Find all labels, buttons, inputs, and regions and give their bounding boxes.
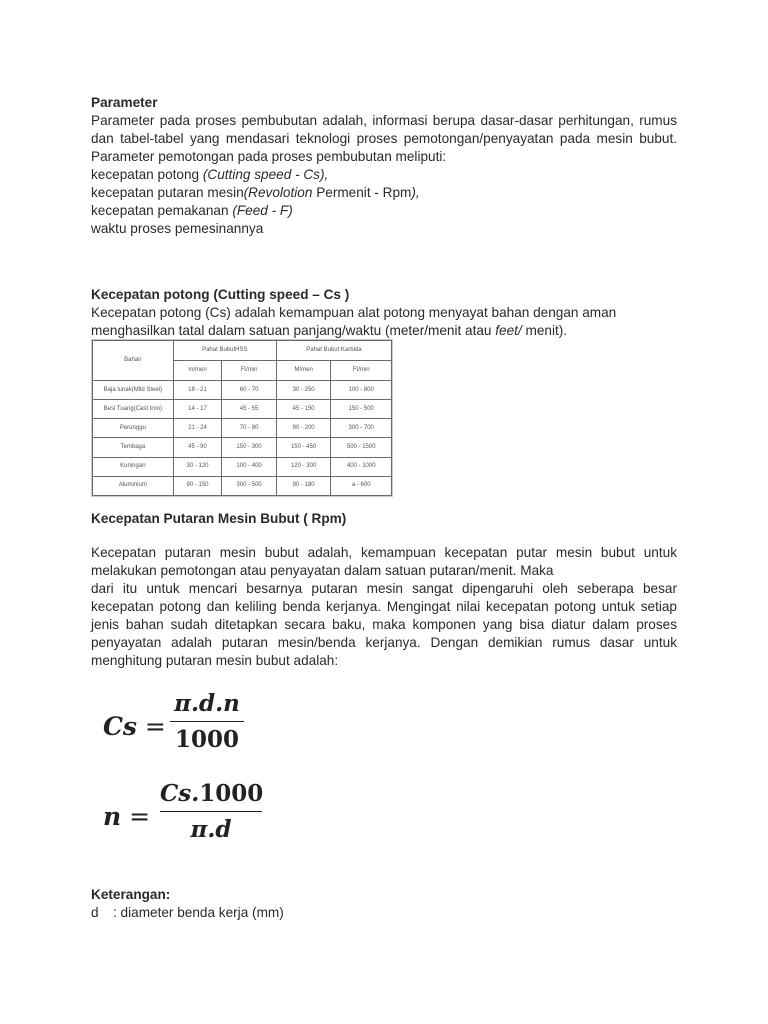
table-subheader: M/men: [276, 361, 331, 381]
cutting-speed-table-image: [91, 339, 393, 497]
formula-cs-denominator: 1000: [174, 726, 239, 753]
list-item-rpm: kecepatan putaran mesin(Revolotion Permenit - Rpm),: [91, 185, 420, 200]
table-subheader: m/men: [173, 361, 222, 381]
table-header-carbide: Pahat Bubut Karbida: [276, 341, 391, 361]
cutting-speed-line-2: menghasilkan tatal dalam satuan panjang/waktu (meter/menit atau feet/ menit).: [91, 323, 568, 338]
paragraph-rpm-2: dari itu untuk mencari besarnya putaran mesin sangat dipengaruhi oleh seberapa besar kecepatan potong dan keliling benda kerjanya. Mengingat nilai kecepatan potong untuk setiap jenis bahan sudah ditetapkan secara baku, maka komponen yang bisa diatur dalam proses penyayatan adalah putaran mesin/benda kerjanya. Dengan demikian rumus dasar untuk menghitung putaran mesin bubut adalah:: [91, 581, 677, 668]
table-subheader: Ft/min: [222, 361, 277, 381]
heading-rpm: Kecepatan Putaran Mesin Bubut ( Rpm): [91, 511, 347, 526]
document-page: Parameter Parameter pada proses pembubutan adalah, informasi berupa dasar-dasar perhitungan, rumus dan tabel-tabel yang mendasari teknologi proses pemotongan/penyayatan pada mesin bubut. Parameter pemotongan pada proses pembubutan meliputi: kecepatan potong (Cutting speed - Cs), kecepatan putaran mesin(Revolotion Permenit - Rpm), kecepatan pemakanan (Feed - F) waktu proses pemesinannya Kecepatan potong (Cutting speed – Cs ) Kecepatan potong (Cs) adalah kemampuan alat potong menyayat bahan dengan aman menghasilkan tatal dalam satuan panjang/waktu (meter/menit atau feet/ menit). Bahan Pahat BubutHSS Pahat Bubut Karbida m/men Ft/min M/men Ft/min Baja lunak(Mild Steel) 18 - 21 60 - 70 30 - 250 100 - 800 Besi Tuang(Cast Iron) 14 - 17 45 - 55 45 - 150 150 - 500 Perunggu 21 - 24 70 - 80 90 - 200 300 - 700 Tembaga 45 - 90 150 - 300 150 - 450 500 - 1500 Kuningan 30 - 120 100 - 400 120 - 300 400 - 1000 Aluminium 90 - 150 300 - 500 90 - 180 a - 600 Kecepatan Putaran Mesin Bubut ( Rpm) Kecepatan putaran mesin bubut adalah, kemampuan kecepatan putar mesin bubut untuk melakukan pemotongan atau penyayatan dalam satuan putaran/menit. Maka dari itu untuk mencari besarnya putaran mesin sangat dipengaruhi oleh seberapa besar kecepatan potong dan keliling benda kerjanya. Mengingat nilai kecepatan potong untuk setiap jenis bahan sudah ditetapkan secara baku, maka komponen yang bisa diatur dalam proses penyayatan adalah putaran mesin/benda kerjanya. Dengan demikian rumus dasar untuk menghitung putaran mesin bubut adalah: Cs = π.d.n 1000 n = Cs.1000 π.d Keterangan: d : diameter benda kerja (mm): [0, 0, 768, 1024]
cutting-speed-line-1: Kecepatan potong (Cs) adalah kemampuan alat potong menyayat bahan dengan aman: [91, 305, 617, 320]
section-parameter: [91, 94, 677, 238]
paragraph-parameter: Parameter pada proses pembubutan adalah, informasi berupa dasar-dasar perhitungan, rumus dan tabel-tabel yang mendasari teknologi proses pemotongan/penyayatan pada mesin bubut. Parameter pemotongan pada proses pembubutan meliputi:: [91, 113, 677, 164]
section-cutting-speed: [91, 286, 691, 340]
table-row: Tembaga 45 - 90 150 - 300 150 - 450 500 - 1500: [93, 438, 392, 457]
table-row: Perunggu 21 - 24 70 - 80 90 - 200 300 - 700: [93, 419, 392, 438]
list-item-feed: kecepatan pemakanan (Feed - F): [91, 203, 293, 218]
formula-n-numerator: Cs.1000: [160, 780, 264, 807]
heading-keterangan: Keterangan:: [91, 887, 171, 902]
keterangan-item-d: d : diameter benda kerja (mm): [91, 905, 284, 920]
table-subheader: Ft/min: [331, 361, 392, 381]
table-row: Besi Tuang(Cast Iron) 14 - 17 45 - 55 45 - 150 150 - 500: [93, 400, 392, 419]
cutting-speed-table: [92, 340, 392, 496]
formula-n-lhs: n: [103, 802, 122, 831]
formula-cs-numerator: π.d.n: [174, 690, 240, 717]
table-row: Kuningan 30 - 120 100 - 400 120 - 300 400 - 1000: [93, 457, 392, 476]
table-row: Baja lunak(Mild Steel) 18 - 21 60 - 70 30 - 250 100 - 800: [93, 381, 392, 400]
formula-cs-lhs: Cs: [103, 712, 137, 741]
section-rpm-body: [91, 544, 677, 670]
section-rpm: [91, 510, 677, 528]
formula-cs-fraction: [170, 690, 244, 754]
list-item-machining-time: waktu proses pemesinannya: [91, 221, 264, 236]
heading-parameter: Parameter: [91, 95, 158, 110]
formula-n-denominator: π.d: [190, 816, 232, 843]
paragraph-rpm-1: Kecepatan putaran mesin bubut adalah, kemampuan kecepatan putar mesin bubut untuk melakukan pemotongan atau penyayatan dalam satuan putaran/menit. Maka: [91, 545, 677, 578]
formula-n-fraction: [160, 780, 262, 844]
table-header-material: Bahan: [93, 341, 174, 381]
list-item-cutting-speed: kecepatan potong (Cutting speed - Cs),: [91, 167, 329, 182]
heading-cutting-speed: Kecepatan potong (Cutting speed – Cs ): [91, 287, 350, 302]
table-header-hss: Pahat BubutHSS: [173, 341, 276, 361]
table-row: Aluminium 90 - 150 300 - 500 90 - 180 a - 600: [93, 476, 392, 495]
section-keterangan: [91, 886, 677, 922]
